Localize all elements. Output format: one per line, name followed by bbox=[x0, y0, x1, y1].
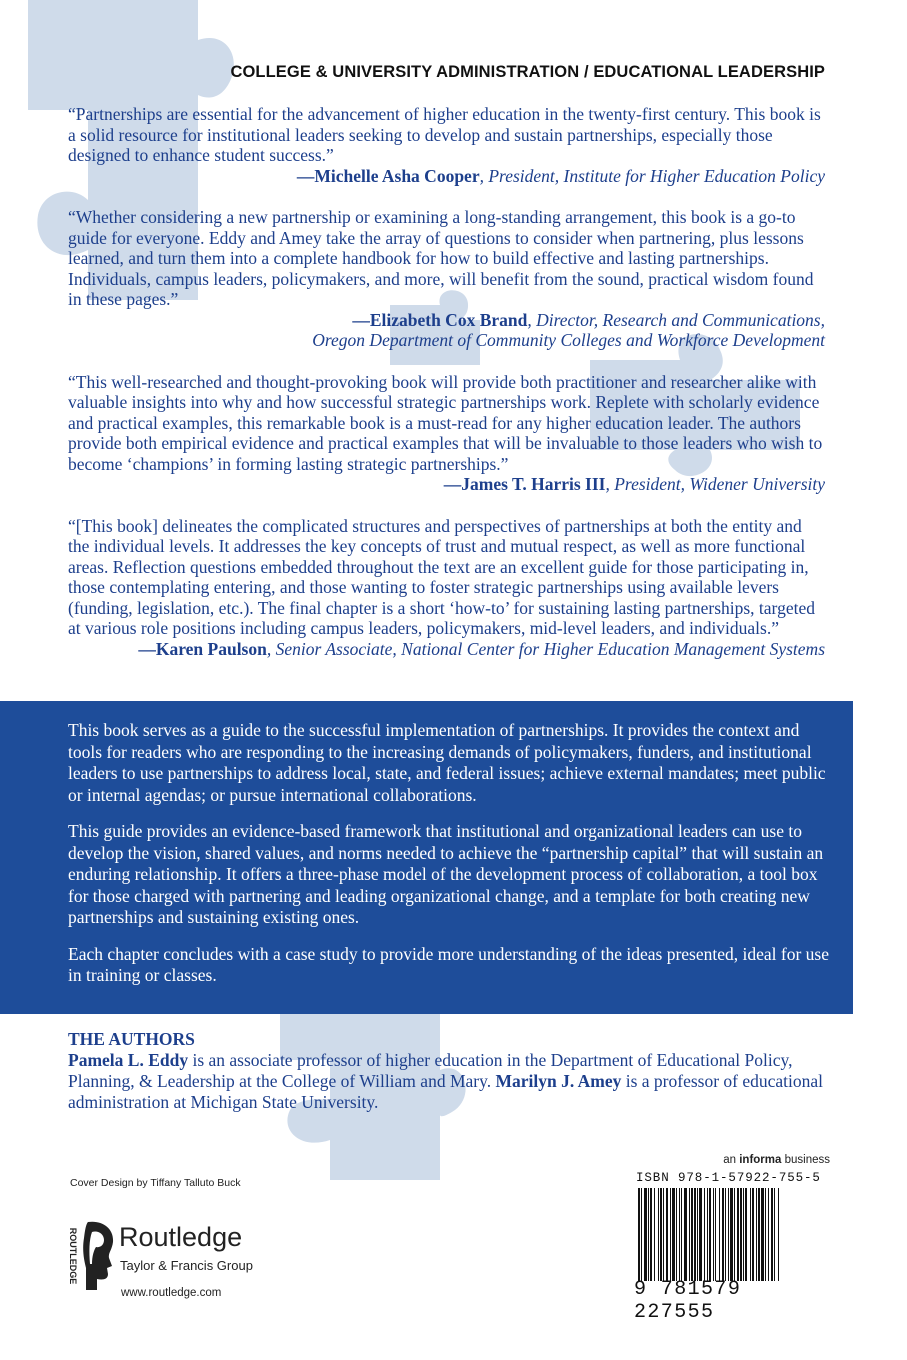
endorsement-4 bbox=[68, 516, 825, 660]
isbn-text: ISBN 978-1-57922-755-5 bbox=[636, 1171, 821, 1185]
publisher-name: Routledge bbox=[119, 1222, 243, 1252]
barcode-bar bbox=[765, 1188, 766, 1281]
barcode-bar bbox=[670, 1188, 671, 1281]
cover-design-credit: Cover Design by Tiffany Talluto Buck bbox=[70, 1177, 241, 1189]
quote-author: —James T. Harris III bbox=[443, 474, 606, 494]
author-name-2: Marilyn J. Amey bbox=[495, 1070, 622, 1091]
informa-prefix: an bbox=[723, 1154, 740, 1166]
barcode-bar bbox=[699, 1188, 702, 1281]
quote-text: “Whether considering a new partnership or examining a long-standing arrangement, this book is a go-to guide for everyone. Eddy and Amey take the array of questions to consider when partnering, plus lessons learned, and turn them into a complete handbook for how to build effective and lasting partnerships. Individuals, campus leaders, policymakers, and more, will benefit from the sound, practical wisdom found in these pages.” bbox=[68, 207, 814, 309]
barcode-bar bbox=[719, 1188, 720, 1281]
barcode-bars bbox=[634, 1188, 831, 1281]
barcode-bar bbox=[672, 1188, 675, 1281]
endorsements bbox=[68, 104, 825, 680]
informa-suffix: business bbox=[781, 1154, 830, 1166]
barcode-bar bbox=[681, 1188, 682, 1281]
barcode-bar bbox=[725, 1188, 726, 1281]
barcode-bar bbox=[684, 1188, 687, 1281]
quote-author: —Elizabeth Cox Brand bbox=[352, 309, 528, 330]
barcode-bar bbox=[691, 1188, 693, 1281]
barcode-bar bbox=[704, 1188, 705, 1281]
barcode-bar bbox=[713, 1188, 714, 1281]
informa-brand: informa bbox=[739, 1154, 782, 1166]
barcode-bar bbox=[644, 1188, 647, 1281]
routledge-logo bbox=[66, 1218, 296, 1296]
quote-attribution bbox=[68, 166, 825, 187]
barcode-bar bbox=[715, 1188, 716, 1281]
barcode-bar bbox=[666, 1188, 668, 1281]
quote-text: “This well-researched and thought-provoking book will provide both practitioner and researcher alike with valuable insights into why and how successful strategic partnerships work. Replete with scholarly evidence and practical examples, this remarkable book is a must-read for any higher education leader. The authors provide both empirical evidence and practical examples that will be invaluable to those leaders who wish to become ‘champions’ in forming lasting strategic partnerships.” bbox=[68, 371, 823, 474]
barcode-bar bbox=[778, 1188, 779, 1281]
quote-author-title: , Director, Research and Communications, bbox=[527, 309, 825, 330]
barcode-bar bbox=[707, 1188, 708, 1281]
barcode-bar bbox=[728, 1188, 729, 1281]
quote-author-title-line2: Oregon Department of Community Colleges and Workforce Development bbox=[312, 330, 825, 350]
barcode-bar bbox=[694, 1188, 696, 1281]
quote-text: “Partnerships are essential for the advancement of higher education in the twenty-first century. This book is a solid resource for institutional leaders seeking to develop and sustain partnerships, especially those designed to enhance student success.” bbox=[68, 104, 821, 165]
category-header: COLLEGE & UNIVERSITY ADMINISTRATION / EDUCATIONAL LEADERSHIP bbox=[230, 63, 825, 81]
barcode-bar bbox=[734, 1188, 735, 1281]
endorsement-3 bbox=[68, 372, 825, 495]
barcode-bar bbox=[740, 1188, 742, 1281]
quote-attribution bbox=[68, 474, 825, 495]
barcode-bar bbox=[650, 1188, 652, 1281]
routledge-vertical-wordmark bbox=[68, 1218, 80, 1294]
barcode-bar bbox=[743, 1188, 744, 1281]
endorsement-2 bbox=[68, 207, 825, 351]
publisher-website[interactable]: www.routledge.com bbox=[121, 1287, 222, 1299]
barcode-bar bbox=[761, 1188, 764, 1281]
barcode-bar bbox=[679, 1188, 680, 1281]
quote-author-title: , President, Institute for Higher Education Policy bbox=[479, 165, 825, 186]
barcode-bar bbox=[638, 1188, 640, 1281]
barcode-bar bbox=[709, 1188, 711, 1281]
description-panel bbox=[0, 701, 853, 1014]
ean-digits: 9 781579 227555 bbox=[634, 1278, 742, 1324]
author-bio-1: is an associate professor of higher education in the Department of Educational Policy, Planning, & Leadership at the College of William and Mary. bbox=[68, 1049, 793, 1091]
description-paragraph-3: Each chapter concludes with a case study to provide more understanding of the ideas presented, ideal for use in training or classes. bbox=[68, 943, 829, 985]
quote-attribution bbox=[68, 639, 825, 660]
barcode-bar bbox=[756, 1188, 757, 1281]
authors-bio bbox=[68, 1050, 828, 1113]
quote-author: —Karen Paulson bbox=[138, 638, 267, 659]
barcode-bar bbox=[641, 1188, 642, 1281]
barcode-bar bbox=[771, 1188, 773, 1281]
routledge-vertical-text: ROUTLEDGE bbox=[68, 1227, 78, 1285]
quote-author: —Michelle Asha Cooper bbox=[296, 165, 480, 186]
author-name-1: Pamela L. Eddy bbox=[68, 1049, 189, 1070]
isbn-barcode bbox=[634, 1170, 831, 1324]
endorsement-1 bbox=[68, 104, 825, 186]
barcode-bar bbox=[689, 1188, 690, 1281]
barcode-bar bbox=[737, 1188, 739, 1281]
barcode-bar bbox=[648, 1188, 649, 1281]
barcode-bar bbox=[752, 1188, 754, 1281]
quote-attribution bbox=[68, 310, 825, 351]
quote-author-title: , President, Widener University bbox=[605, 474, 825, 494]
description-paragraph-2: This guide provides an evidence-based framework that institutional and organizational leaders can use to develop the vision, shared values, and norms needed to achieve the “partnership capital” that will sustain an enduring relationship. It offers a three-phase model of the development process of collaboration, a tool box for those charged with partnering and leading organizational change, and a template for both creating new partnerships and sustaining existing ones. bbox=[68, 821, 824, 927]
barcode-bar bbox=[654, 1188, 655, 1281]
barcode-bar bbox=[774, 1188, 775, 1281]
barcode-bar bbox=[745, 1188, 747, 1281]
publisher-group: Taylor & Francis Group bbox=[120, 1258, 253, 1273]
barcode-bar bbox=[658, 1188, 659, 1281]
routledge-head-icon bbox=[82, 1220, 116, 1292]
quote-text: “[This book] delineates the complicated structures and perspectives of partnerships at both the entity and the individual levels. It addresses the key concepts of trust and mutual respect, as well as more functional areas. Reflection questions embedded throughout the text are an excellent guide for those participating in, those contemplating entering, and those wanting to foster strategic partnerships using available levers (funding, legislation, etc.). The final chapter is a short ‘how-to’ for sustaining lasting partnerships, targeted at various role positions including campus leaders, policymakers, mid-level leaders, and individuals.” bbox=[68, 515, 815, 638]
barcode-bar bbox=[660, 1188, 662, 1281]
authors-section bbox=[68, 1029, 828, 1113]
description-paragraph-1: This book serves as a guide to the successful implementation of partnerships. It provides the context and tools for readers who are responding to the increasing demands of policymakers, funders, and institutional leaders to use partnerships to address local, state, and federal issues; achieve external mandates; meet public or internal agendas; or pursue international collaborations. bbox=[68, 720, 826, 805]
barcode-bar bbox=[730, 1188, 733, 1281]
barcode-bar bbox=[676, 1188, 677, 1281]
barcode-bar bbox=[768, 1188, 769, 1281]
informa-tagline bbox=[723, 1154, 830, 1166]
barcode-bar bbox=[722, 1188, 724, 1281]
barcode-bar bbox=[750, 1188, 751, 1281]
barcode-bar bbox=[663, 1188, 664, 1281]
author-bio-2: is a professor of educational administration at Michigan State University. bbox=[68, 1070, 824, 1112]
barcode-bar bbox=[758, 1188, 760, 1281]
authors-heading: THE AUTHORS bbox=[68, 1029, 195, 1049]
barcode-bar bbox=[697, 1188, 698, 1281]
quote-author-title: , Senior Associate, National Center for Higher Education Management Systems bbox=[266, 638, 825, 659]
